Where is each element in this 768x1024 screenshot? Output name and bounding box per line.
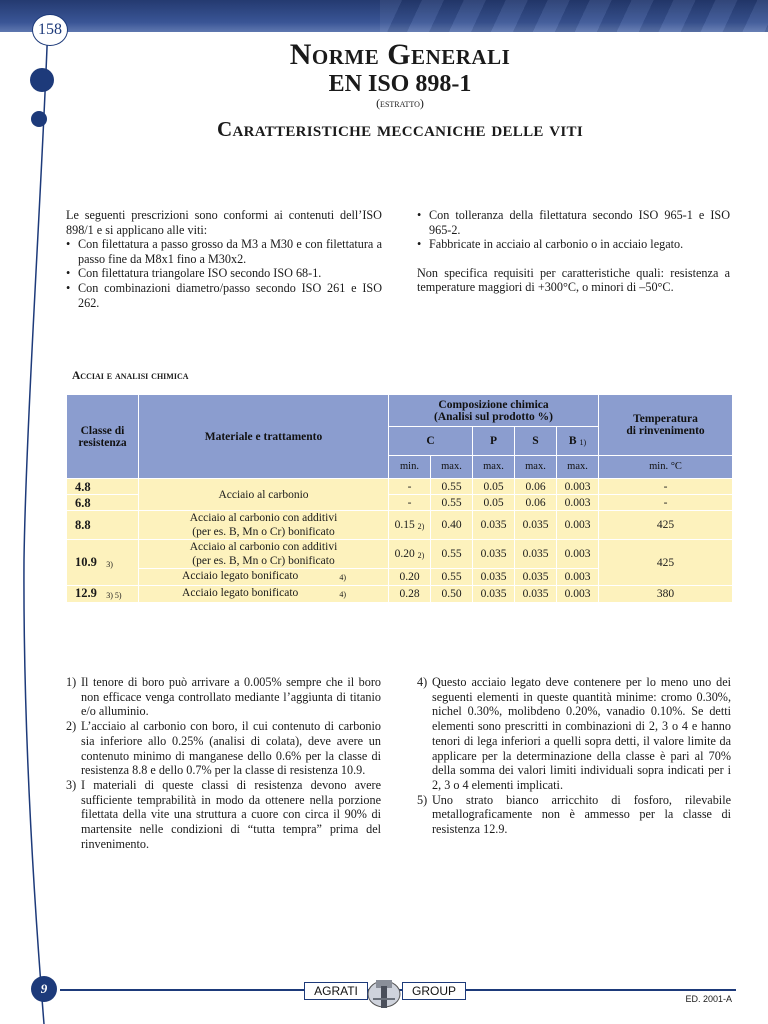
intro-bullet: • Con filettatura a passo grosso da M3 a M30 e con filettatura a passo fine da M8x1 fino a M30x2. (66, 237, 382, 266)
class-8-8: 8.8 (67, 511, 139, 540)
intro-bullet: • Con filettatura triangolare ISO secondo ISO 68-1. (66, 266, 382, 281)
cell-temp: - (599, 479, 733, 495)
header-b: B 1) (557, 427, 599, 456)
footnote-1: 1) Il tenore di boro può arrivare a 0.005% sempre che il boro non efficace venga controllato mediante l’aggiunta di titanio e/o alluminio. (66, 675, 381, 719)
cell-c-min: 0.15 2) (389, 511, 431, 540)
agrati-group-logo (304, 974, 464, 1010)
cell-c-max: 0.55 (431, 540, 473, 569)
section-title: Acciai e analisi chimica (72, 370, 189, 382)
footnote-5: 5) Uno strato bianco arricchito di fosforo, rilevabile metallograficamente non è ammesso per la classe di resistenza 12.9. (417, 792, 731, 837)
header-temperature-line1: Temperatura (633, 413, 698, 425)
intro-bullet: • Con combinazioni diametro/passo secondo ISO 261 e ISO 262. (66, 281, 382, 310)
footnote-ref: 3) 5) (106, 591, 122, 600)
intro-paragraph: Le seguenti prescrizioni sono conformi ai contenuti dell’ISO 898/1 e si applicano alle viti: (66, 208, 382, 237)
footnote-ref: 2) (417, 550, 425, 560)
table-row (67, 511, 733, 540)
class-10-9: 10.9 3) (67, 540, 139, 586)
cell-b-max: 0.003 (557, 540, 599, 569)
intro-right-column (417, 208, 730, 295)
class-6-8: 6.8 (67, 495, 139, 511)
header-c-max: max. (431, 456, 473, 479)
class-4-8: 4.8 (67, 479, 139, 495)
cell-c-min: 0.20 2) (389, 540, 431, 569)
footnote-ref: 2) (417, 521, 425, 531)
cell-b-max: 0.003 (557, 511, 599, 540)
cell-c-min: 0.20 (389, 569, 431, 586)
footnote-4: 4) Questo acciaio legato deve contenere per lo meno uno dei seguenti elementi in queste quantità minime: cromo 0.30%, nichel 0.30%, molibdeno 0.20%, vanadio 0.10%. Se detti elementi sono prescritti in combinazioni di 2, 3 o 4 e hanno tenori di lega inferiori a quelli sopra detti, il valore limite da applicare per la determinazione della classe è pari al 70% della somma dei valori limiti individuali sopra indicati per i 2, 3 o 4 elementi implicati. (417, 675, 731, 792)
cell-s-max: 0.035 (515, 569, 557, 586)
logo-text-right: GROUP (402, 982, 466, 1000)
cell-p-max: 0.035 (473, 511, 515, 540)
header-class: Classe di resistenza (67, 395, 139, 479)
header-composition-line1: Composizione chimica (438, 398, 549, 411)
page-subtitle: Caratteristiche meccaniche delle viti (217, 117, 583, 141)
header-material: Materiale e trattamento (139, 395, 389, 479)
cell-c-max: 0.55 (431, 495, 473, 511)
header-c-min: min. (389, 456, 431, 479)
header-s-max: max. (515, 456, 557, 479)
intro-bullet: • Fabbricate in acciaio al carbonio o in acciaio legato. (417, 237, 730, 252)
cell-b-max: 0.003 (557, 479, 599, 495)
cell-c-min: - (389, 479, 431, 495)
material-alloy: 4) Acciaio legato bonificato (139, 586, 389, 603)
cell-c-min: 0.28 (389, 586, 431, 603)
header-temperature-line2: di rinvenimento (626, 425, 705, 437)
cell-s-max: 0.035 (515, 511, 557, 540)
cell-b-max: 0.003 (557, 569, 599, 586)
table-row (67, 540, 733, 569)
material-line: (per es. B, Mn o Cr) bonificato (192, 555, 335, 567)
header-p: P (473, 427, 515, 456)
logo-emblem-icon (366, 974, 402, 1010)
cell-c-min: - (389, 495, 431, 511)
material-carbon-additives (139, 540, 389, 569)
table-row (67, 586, 733, 603)
cell-s-max: 0.035 (515, 540, 557, 569)
cell-c-max: 0.55 (431, 479, 473, 495)
header-composition-line2: (Analisi sul prodotto %) (434, 410, 553, 423)
cell-p-max: 0.035 (473, 540, 515, 569)
cell-p-max: 0.035 (473, 586, 515, 603)
cell-p-max: 0.05 (473, 495, 515, 511)
header-temperature (599, 395, 733, 456)
table-row (67, 479, 733, 495)
page-number-top: 158 (32, 14, 68, 46)
cell-c-max: 0.40 (431, 511, 473, 540)
cell-temp: 380 (599, 586, 733, 603)
cell-c-max: 0.50 (431, 586, 473, 603)
extract-label: (estratto) (376, 96, 424, 110)
footnote-3: 3) I materiali di queste classi di resistenza devono avere sufficiente temprabilità in modo da ottenere nella porzione filettata della vite una struttura a cuore con circa il 90% di martensite nelle condizioni di “tutta tempra” prima del rinvenimento. (66, 777, 381, 851)
cell-b-max: 0.003 (557, 495, 599, 511)
intro-bullet: • Con tolleranza della filettatura secondo ISO 965-1 e ISO 965-2. (417, 208, 730, 237)
intro-scope-paragraph: Non specifica requisiti per caratteristiche quali: resistenza a temperature maggiori di +300°C, o minori di –50°C. (417, 265, 730, 295)
decor-dot-large (30, 68, 54, 92)
material-carbon: Acciaio al carbonio (139, 479, 389, 511)
footnote-ref: 1) (579, 437, 587, 447)
cell-s-max: 0.035 (515, 586, 557, 603)
footnote-2: 2) L’acciaio al carbonio con boro, il cui contenuto di carbonio sia inferiore allo 0.25% (analisi di colata), deve avere un contenuto minimo di manganese dello 0.6% per la classe di resistenza 8.8 e dello 0.7% per la classe di resistenza 10.9. (66, 719, 381, 778)
footnote-ref: 4) (339, 590, 346, 599)
material-alloy: 4) Acciaio legato bonificato (139, 569, 389, 586)
footnote-ref: 3) (106, 559, 113, 569)
cell-c-max: 0.55 (431, 569, 473, 586)
cell-temp: - (599, 495, 733, 511)
footnotes-right (417, 675, 731, 837)
header-p-max: max. (473, 456, 515, 479)
class-12-9: 12.9 3) 5) (67, 586, 139, 603)
material-carbon-additives (139, 511, 389, 540)
material-line: Acciaio al carbonio con additivi (189, 512, 338, 524)
header-b-max: max. (557, 456, 599, 479)
cell-temp: 425 (599, 540, 733, 586)
decor-dot-small (31, 111, 47, 127)
intro-left-column (66, 208, 382, 310)
edition-label: ED. 2001-A (685, 994, 732, 1004)
footnote-ref: 4) (339, 573, 346, 582)
page-title: Norme Generali (289, 38, 511, 71)
footnotes-left (66, 675, 381, 851)
standard-code: EN ISO 898-1 (328, 71, 472, 97)
material-line: (per es. B, Mn o Cr) bonificato (192, 526, 335, 538)
cell-p-max: 0.05 (473, 479, 515, 495)
page-number-bottom: 9 (31, 976, 57, 1002)
cell-b-max: 0.003 (557, 586, 599, 603)
material-line: Acciaio al carbonio con additivi (189, 541, 338, 553)
header-temp-unit: min. °C (599, 456, 733, 479)
logo-text-left: AGRATI (304, 982, 368, 1000)
cell-s-max: 0.06 (515, 479, 557, 495)
header-s: S (515, 427, 557, 456)
header-c: C (389, 427, 473, 456)
steel-table (66, 394, 733, 603)
cell-p-max: 0.035 (473, 569, 515, 586)
header-composition (389, 395, 599, 427)
cell-s-max: 0.06 (515, 495, 557, 511)
cell-temp: 425 (599, 511, 733, 540)
